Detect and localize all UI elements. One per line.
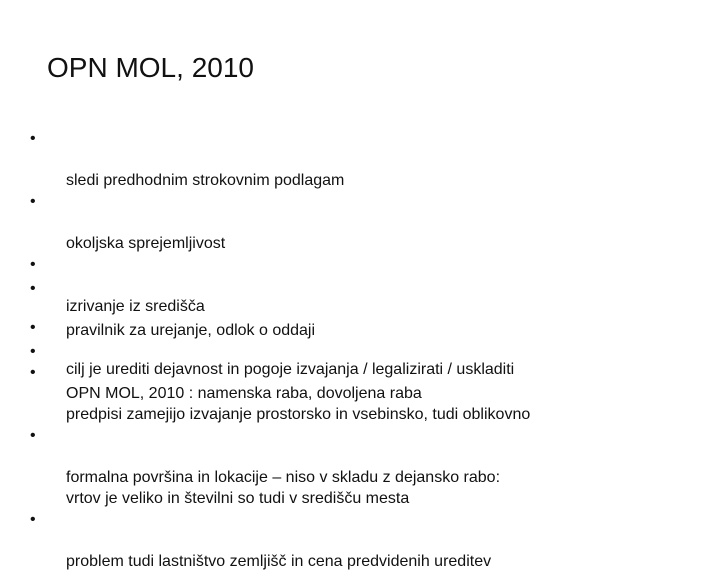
bullet-text: pravilnik za urejanje, odlok o oddaji xyxy=(66,322,316,339)
bullet-text: predpisi zamejijo izvajanje prostorsko in vsebinsko, tudi oblikovno xyxy=(66,406,531,423)
bullet-icon: • xyxy=(30,343,36,360)
bullet-icon: • xyxy=(30,511,36,528)
bullet-text: sledi predhodnim strokovnim podlagam xyxy=(66,172,345,189)
bullet-text: cilj je urediti dejavnost in pogoje izvajanja / legalizirati / uskladiti xyxy=(66,361,515,378)
list-item xyxy=(30,425,690,509)
bullet-text: formalna površina in lokacije – niso v skladu z dejansko rabo: vrtov je veliko in številni so tudi v središču mesta xyxy=(66,469,501,507)
list-item xyxy=(30,362,690,425)
slide-title: OPN MOL, 2010 xyxy=(47,52,254,83)
bullet-icon: • xyxy=(30,256,36,273)
bullet-icon: • xyxy=(30,364,36,381)
bullet-text: problem tudi lastništvo zemljišč in cena predvidenih ureditev xyxy=(66,553,492,570)
bullet-text: okoljska sprejemljivost xyxy=(66,235,226,252)
list-item xyxy=(30,191,690,254)
bullet-icon: • xyxy=(30,193,36,210)
bullet-icon: • xyxy=(30,280,36,297)
list-item xyxy=(30,278,690,341)
bullet-list-3 xyxy=(30,362,690,572)
list-item xyxy=(30,128,690,191)
bullet-text: izrivanje iz središča xyxy=(66,298,205,315)
bullet-text: OPN MOL, 2010 : namenska raba, dovoljena raba xyxy=(66,385,422,402)
bullet-icon: • xyxy=(30,427,36,444)
bullet-icon: • xyxy=(30,319,36,336)
bullet-icon: • xyxy=(30,130,36,147)
list-item xyxy=(30,509,690,572)
